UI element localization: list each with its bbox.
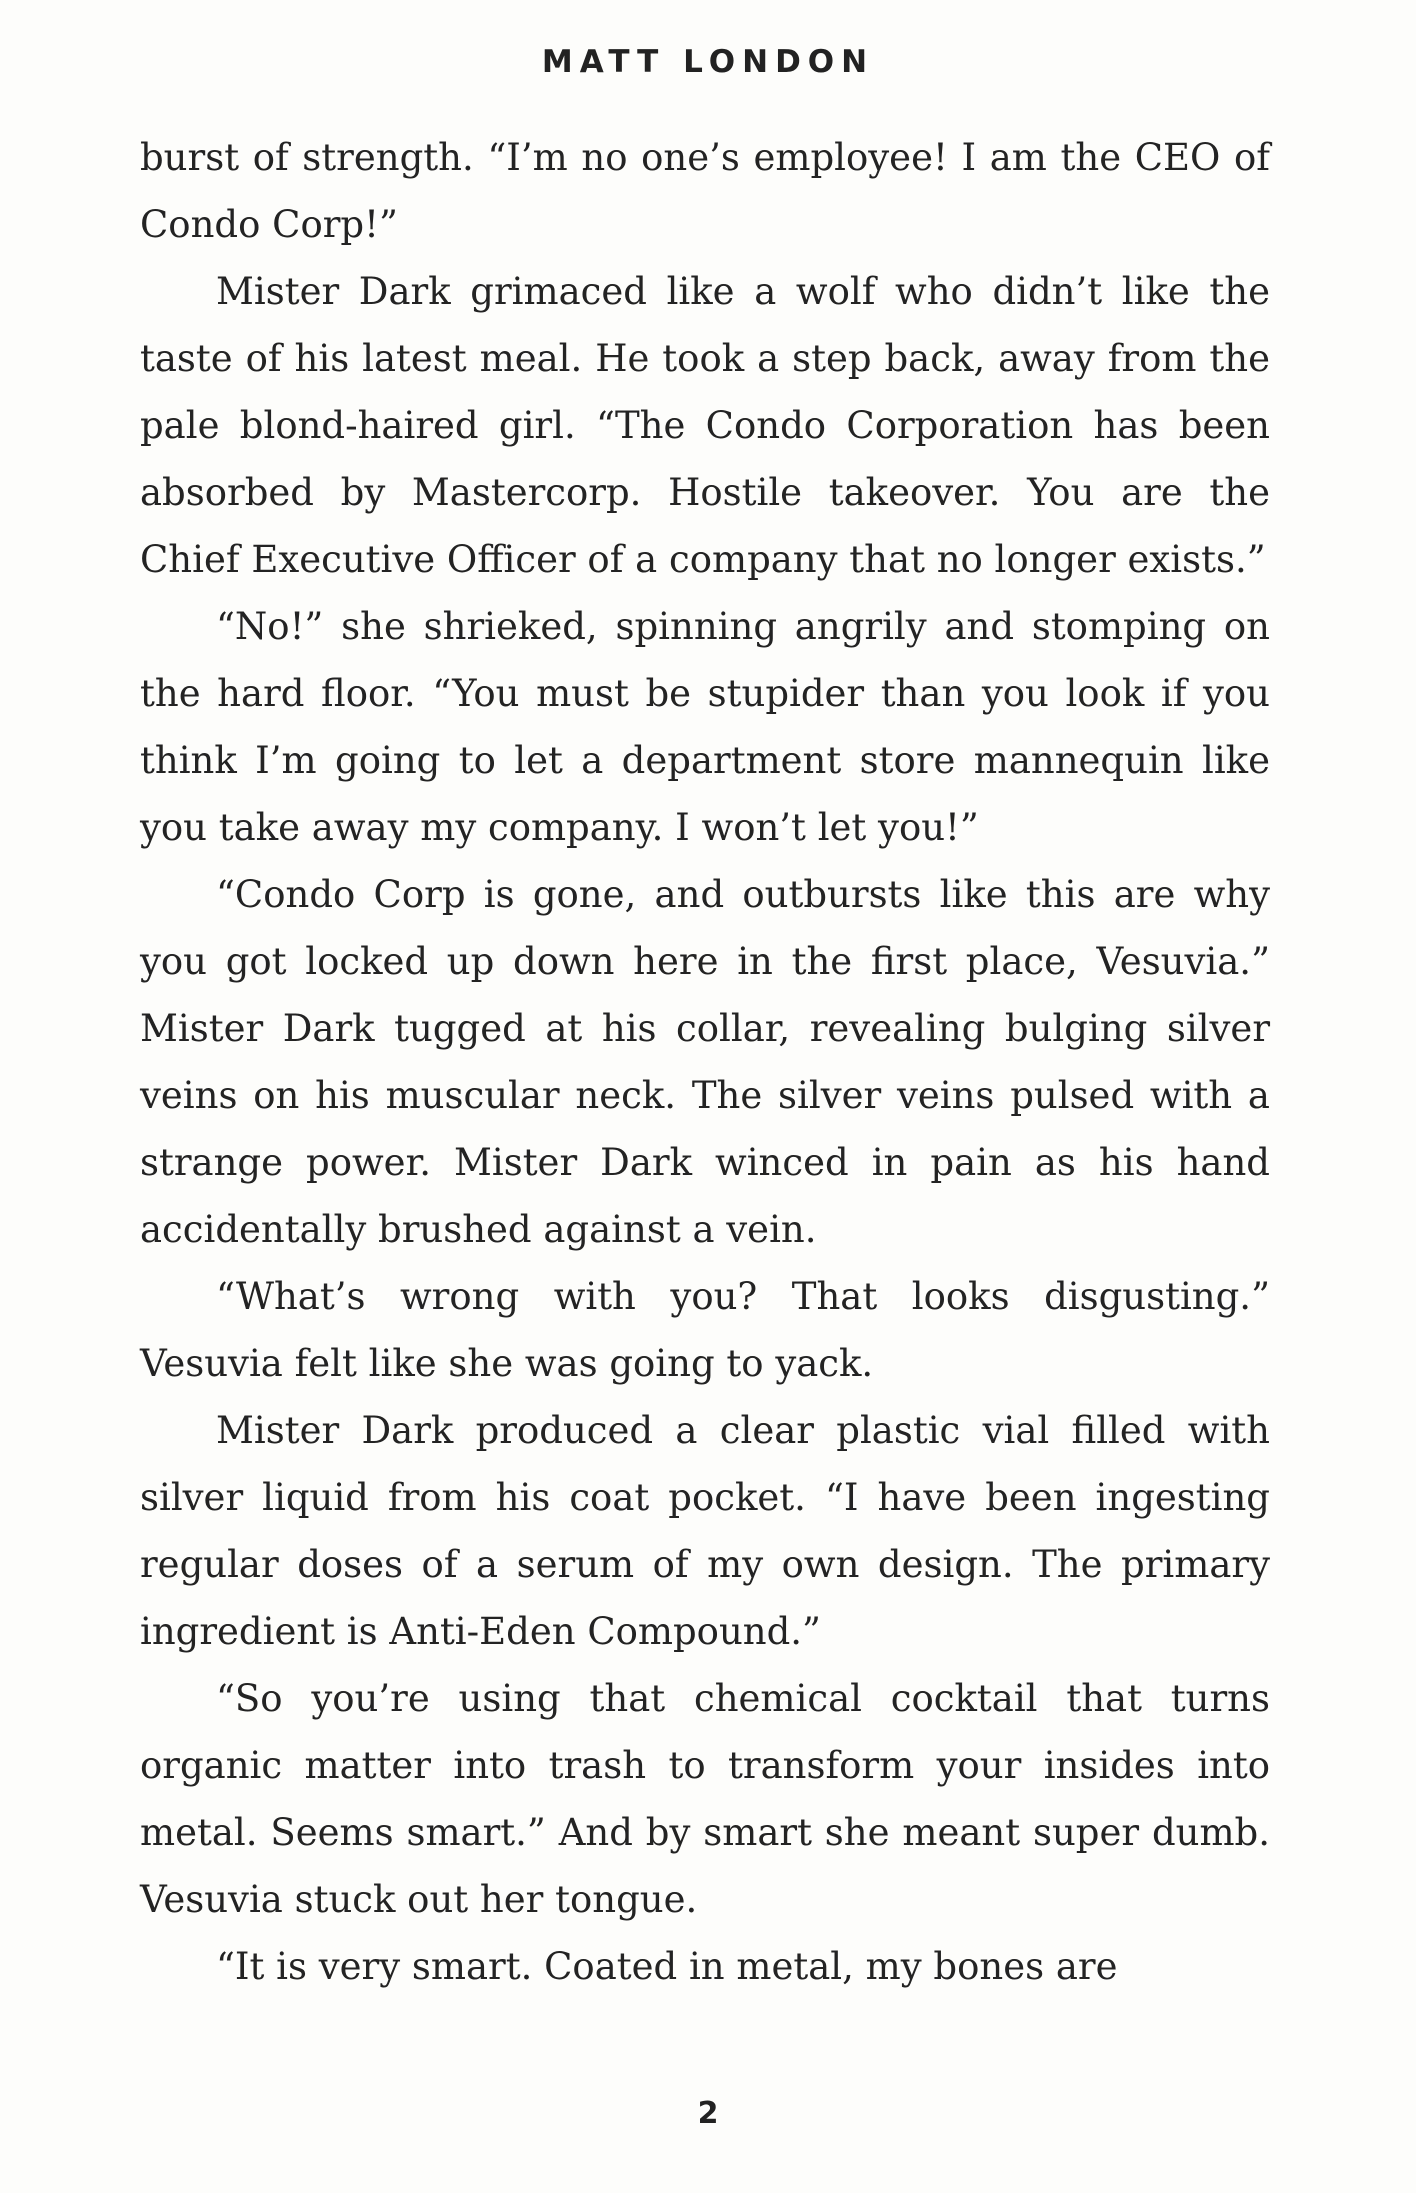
paragraph: “What’s wrong with you? That looks disgusting.” Vesuvia felt like she was going to yack. xyxy=(140,1275,1270,1385)
paragraph: “Condo Corp is gone, and outbursts like this are why you got locked up down here in the first place, Vesuvia.” Mister Dark tugged at his collar, revealing bulging silver veins on his muscular neck. The silver veins pulsed with a strange power. Mister Dark winced in pain as his hand accidentally brushed against a vein. xyxy=(140,873,1270,1251)
running-head-author: MATT LONDON xyxy=(541,44,875,80)
paragraph: “It is very smart. Coated in metal, my bones are xyxy=(216,1945,1118,1988)
page-number: 2 xyxy=(697,2096,719,2131)
paragraph: burst of strength. “I’m no one’s employee! I am the CEO of Condo Corp!” xyxy=(140,136,1270,246)
paragraph: “So you’re using that chemical cocktail that turns organic matter into trash to transform your insides into metal. Seems smart.” And by smart she meant super dumb. Vesuvia stuck out her tongue. xyxy=(140,1677,1270,1921)
paragraph: “No!” she shrieked, spinning angrily and stomping on the hard floor. “You must be stupider than you look if you think I’m going to let a department store mannequin like you take away my company. I won’t let you!” xyxy=(140,605,1270,849)
body-text xyxy=(140,124,1270,2000)
paragraph: Mister Dark grimaced like a wolf who didn’t like the taste of his latest meal. He took a step back, away from the pale blond-haired girl. “The Condo Corporation has been absorbed by Mastercorp. Hostile takeover. You are the Chief Executive Officer of a company that no longer exists.” xyxy=(140,270,1270,581)
paragraph: Mister Dark produced a clear plastic vial filled with silver liquid from his coat pocket. “I have been ingesting regular doses of a serum of my own design. The primary ingredient is Anti-Eden Compound.” xyxy=(140,1409,1270,1653)
